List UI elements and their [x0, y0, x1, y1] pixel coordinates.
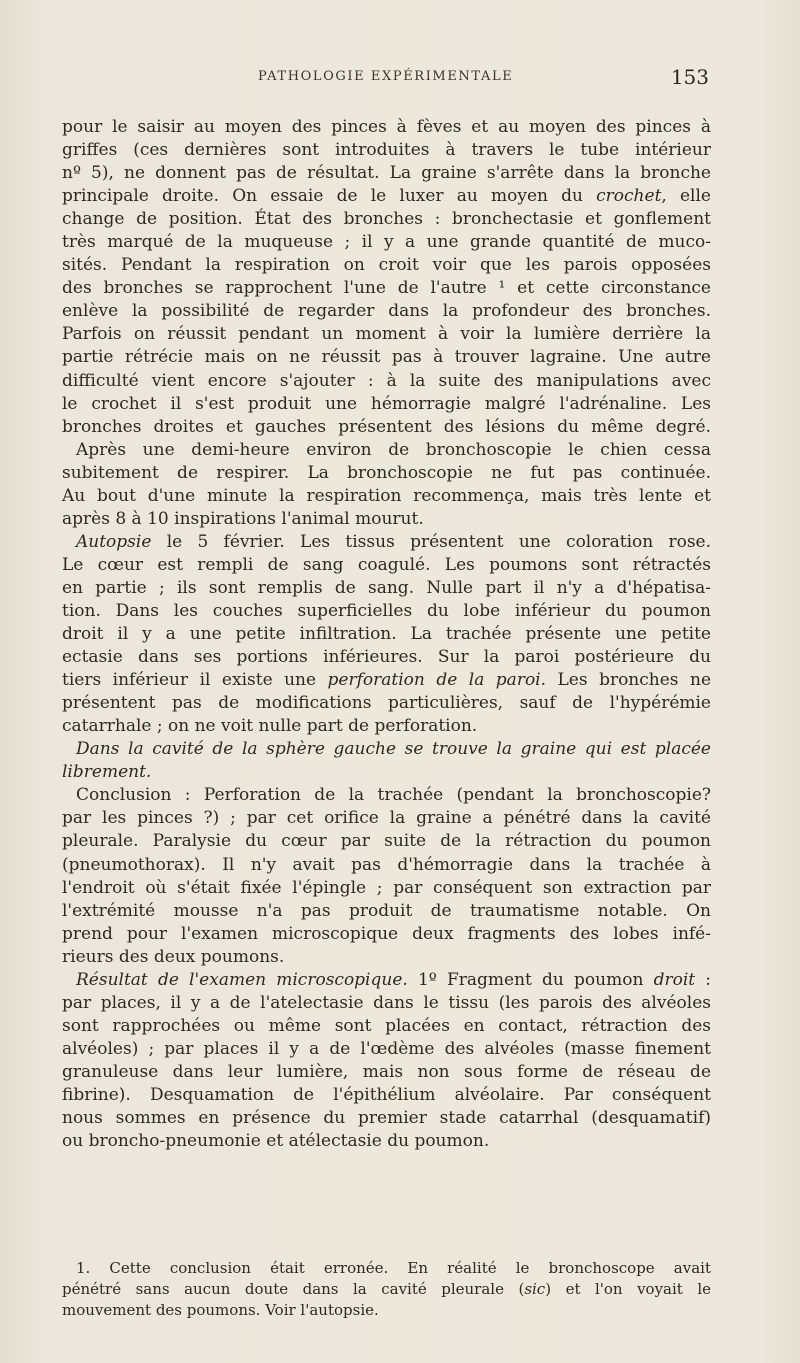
text-line: en partie ; ils sont remplis de sang. Nulle part il n'y a d'hépatisa-	[62, 577, 711, 598]
text-line: après 8 à 10 inspirations l'animal mourut.	[62, 508, 424, 529]
text-line	[62, 669, 711, 692]
text-line: Parfois on réussit pendant un moment à voir la lumière derrière la	[62, 324, 711, 345]
footnote	[62, 1258, 711, 1321]
text-line	[62, 531, 711, 554]
text-line: le crochet il s'est produit une hémorragie malgré l'adrénaline. Les	[62, 393, 711, 414]
page-number: 153	[670, 65, 709, 89]
page-header	[62, 66, 711, 90]
text-line: partie rétrécie mais on ne réussit pas à trouver lagraine. Une autre	[62, 347, 711, 368]
text-line: Conclusion : Perforation de la trachée (pendant la bronchoscopie?	[76, 785, 711, 806]
text-line: granuleuse dans leur lumière, mais non sous forme de réseau de	[62, 1061, 711, 1082]
footnote-line	[62, 1279, 711, 1300]
text-line	[62, 185, 711, 208]
text-line: nous sommes en présence du premier stade catarrhal (desquamatif)	[62, 1108, 711, 1129]
text-line: subitement de respirer. La bronchoscopie ne fut pas continuée.	[62, 462, 711, 483]
text-line: ectasie dans ses portions inférieures. Sur la paroi postérieure du	[62, 647, 711, 668]
text-line: bronches droites et gauches présentent des lésions du même degré.	[62, 416, 711, 437]
italic-droit: droit	[653, 969, 696, 990]
text-segment: Les bronches ne	[557, 670, 712, 691]
text-segment: le 5 février. Les tissus présentent une coloration rose.	[166, 531, 712, 552]
text-line: Le cœur est rempli de sang coagulé. Les poumons sont rétractés	[62, 554, 711, 575]
body-text	[62, 116, 711, 1153]
text-line: librement.	[62, 762, 152, 783]
text-line: Après une demi-heure environ de bronchoscopie le chien cessa	[76, 439, 711, 460]
text-line: l'endroit où s'était fixée l'épingle ; par conséquent son extraction par	[62, 877, 711, 898]
text-line: tion. Dans les couches superficielles du lobe inférieur du poumon	[62, 600, 711, 621]
text-line: par les pinces ?) ; par cet orifice la graine a pénétré dans la cavité	[62, 808, 711, 829]
text-line: change de position. État des bronches : bronchectasie et gonflement	[62, 209, 711, 230]
text-line: griffes (ces dernières sont introduites à travers le tube intérieur	[62, 140, 711, 161]
text-segment: 1º Fragment du poumon	[417, 969, 654, 990]
text-segment: tiers inférieur il existe une	[62, 670, 328, 691]
text-line: présentent pas de modifications particulières, sauf de l'hypérémie	[62, 693, 711, 714]
text-segment: principale droite. On essaie de le luxer au moyen du	[62, 186, 597, 207]
italic-perforation: perforation de la paroi.	[327, 670, 547, 691]
text-line: alvéoles) ; par places il y a de l'œdème des alvéoles (masse finement	[62, 1038, 711, 1059]
text-line: Au bout d'une minute la respiration recommença, mais très lente et	[62, 485, 711, 506]
text-line: Dans la cavité de la sphère gauche se trouve la graine qui est placée	[76, 739, 711, 760]
text-line: rieurs des deux poumons.	[62, 946, 285, 967]
text-line: nº 5), ne donnent pas de résultat. La graine s'arrête dans la bronche	[62, 163, 711, 184]
text-line	[62, 969, 711, 992]
text-line: difficulté vient encore s'ajouter : à la suite des manipulations avec	[62, 370, 711, 391]
italic-resultat: Résultat de l'examen microscopique.	[76, 969, 408, 990]
text-line: très marqué de la muqueuse ; il y a une grande quantité de muco-	[62, 232, 711, 253]
text-line: enlève la possibilité de regarder dans la profondeur des bronches.	[62, 301, 711, 322]
text-line: fibrine). Desquamation de l'épithélium alvéolaire. Par conséquent	[62, 1084, 711, 1105]
text-line: catarrhale ; on ne voit nulle part de perforation.	[62, 716, 478, 737]
text-line: sont rapprochées ou même sont placées en contact, rétraction des	[62, 1015, 711, 1036]
italic-autopsie: Autopsie	[76, 531, 152, 552]
text-segment: :	[695, 969, 712, 990]
text-line: droit il y a une petite infiltration. La trachée présente une petite	[62, 624, 711, 645]
text-line: par places, il y a de l'atelectasie dans le tissu (les parois des alvéoles	[62, 992, 711, 1013]
text-line: prend pour l'examen microscopique deux fragments des lobes infé-	[62, 923, 711, 944]
italic-sic: sic	[524, 1280, 546, 1298]
italic-crochet: crochet	[596, 186, 662, 207]
text-line: pleurale. Paralysie du cœur par suite de la rétraction du poumon	[62, 831, 711, 852]
footnote-line: mouvement des poumons. Voir l'autopsie.	[62, 1301, 379, 1319]
text-segment: ) et l'on voyait le	[545, 1280, 711, 1298]
footnote-line: 1. Cette conclusion était erronée. En réalité le bronchoscope avait	[76, 1259, 711, 1277]
text-line: sités. Pendant la respiration on croit voir que les parois opposées	[62, 255, 711, 276]
text-line: ou broncho-pneumonie et atélectasie du poumon.	[62, 1131, 490, 1152]
running-title: PATHOLOGIE EXPÉRIMENTALE	[258, 69, 514, 84]
text-segment: , elle	[661, 186, 711, 207]
text-line: l'extrémité mousse n'a pas produit de traumatisme notable. On	[62, 900, 711, 921]
text-line: pour le saisir au moyen des pinces à fèves et au moyen des pinces à	[62, 117, 711, 137]
text-line: des bronches se rapprochent l'une de l'autre ¹ et cette circonstance	[62, 278, 711, 299]
text-line: (pneumothorax). Il n'y avait pas d'hémorragie dans la trachée à	[62, 854, 711, 875]
text-segment: pénétré sans aucun doute dans la cavité pleurale (	[62, 1280, 525, 1298]
